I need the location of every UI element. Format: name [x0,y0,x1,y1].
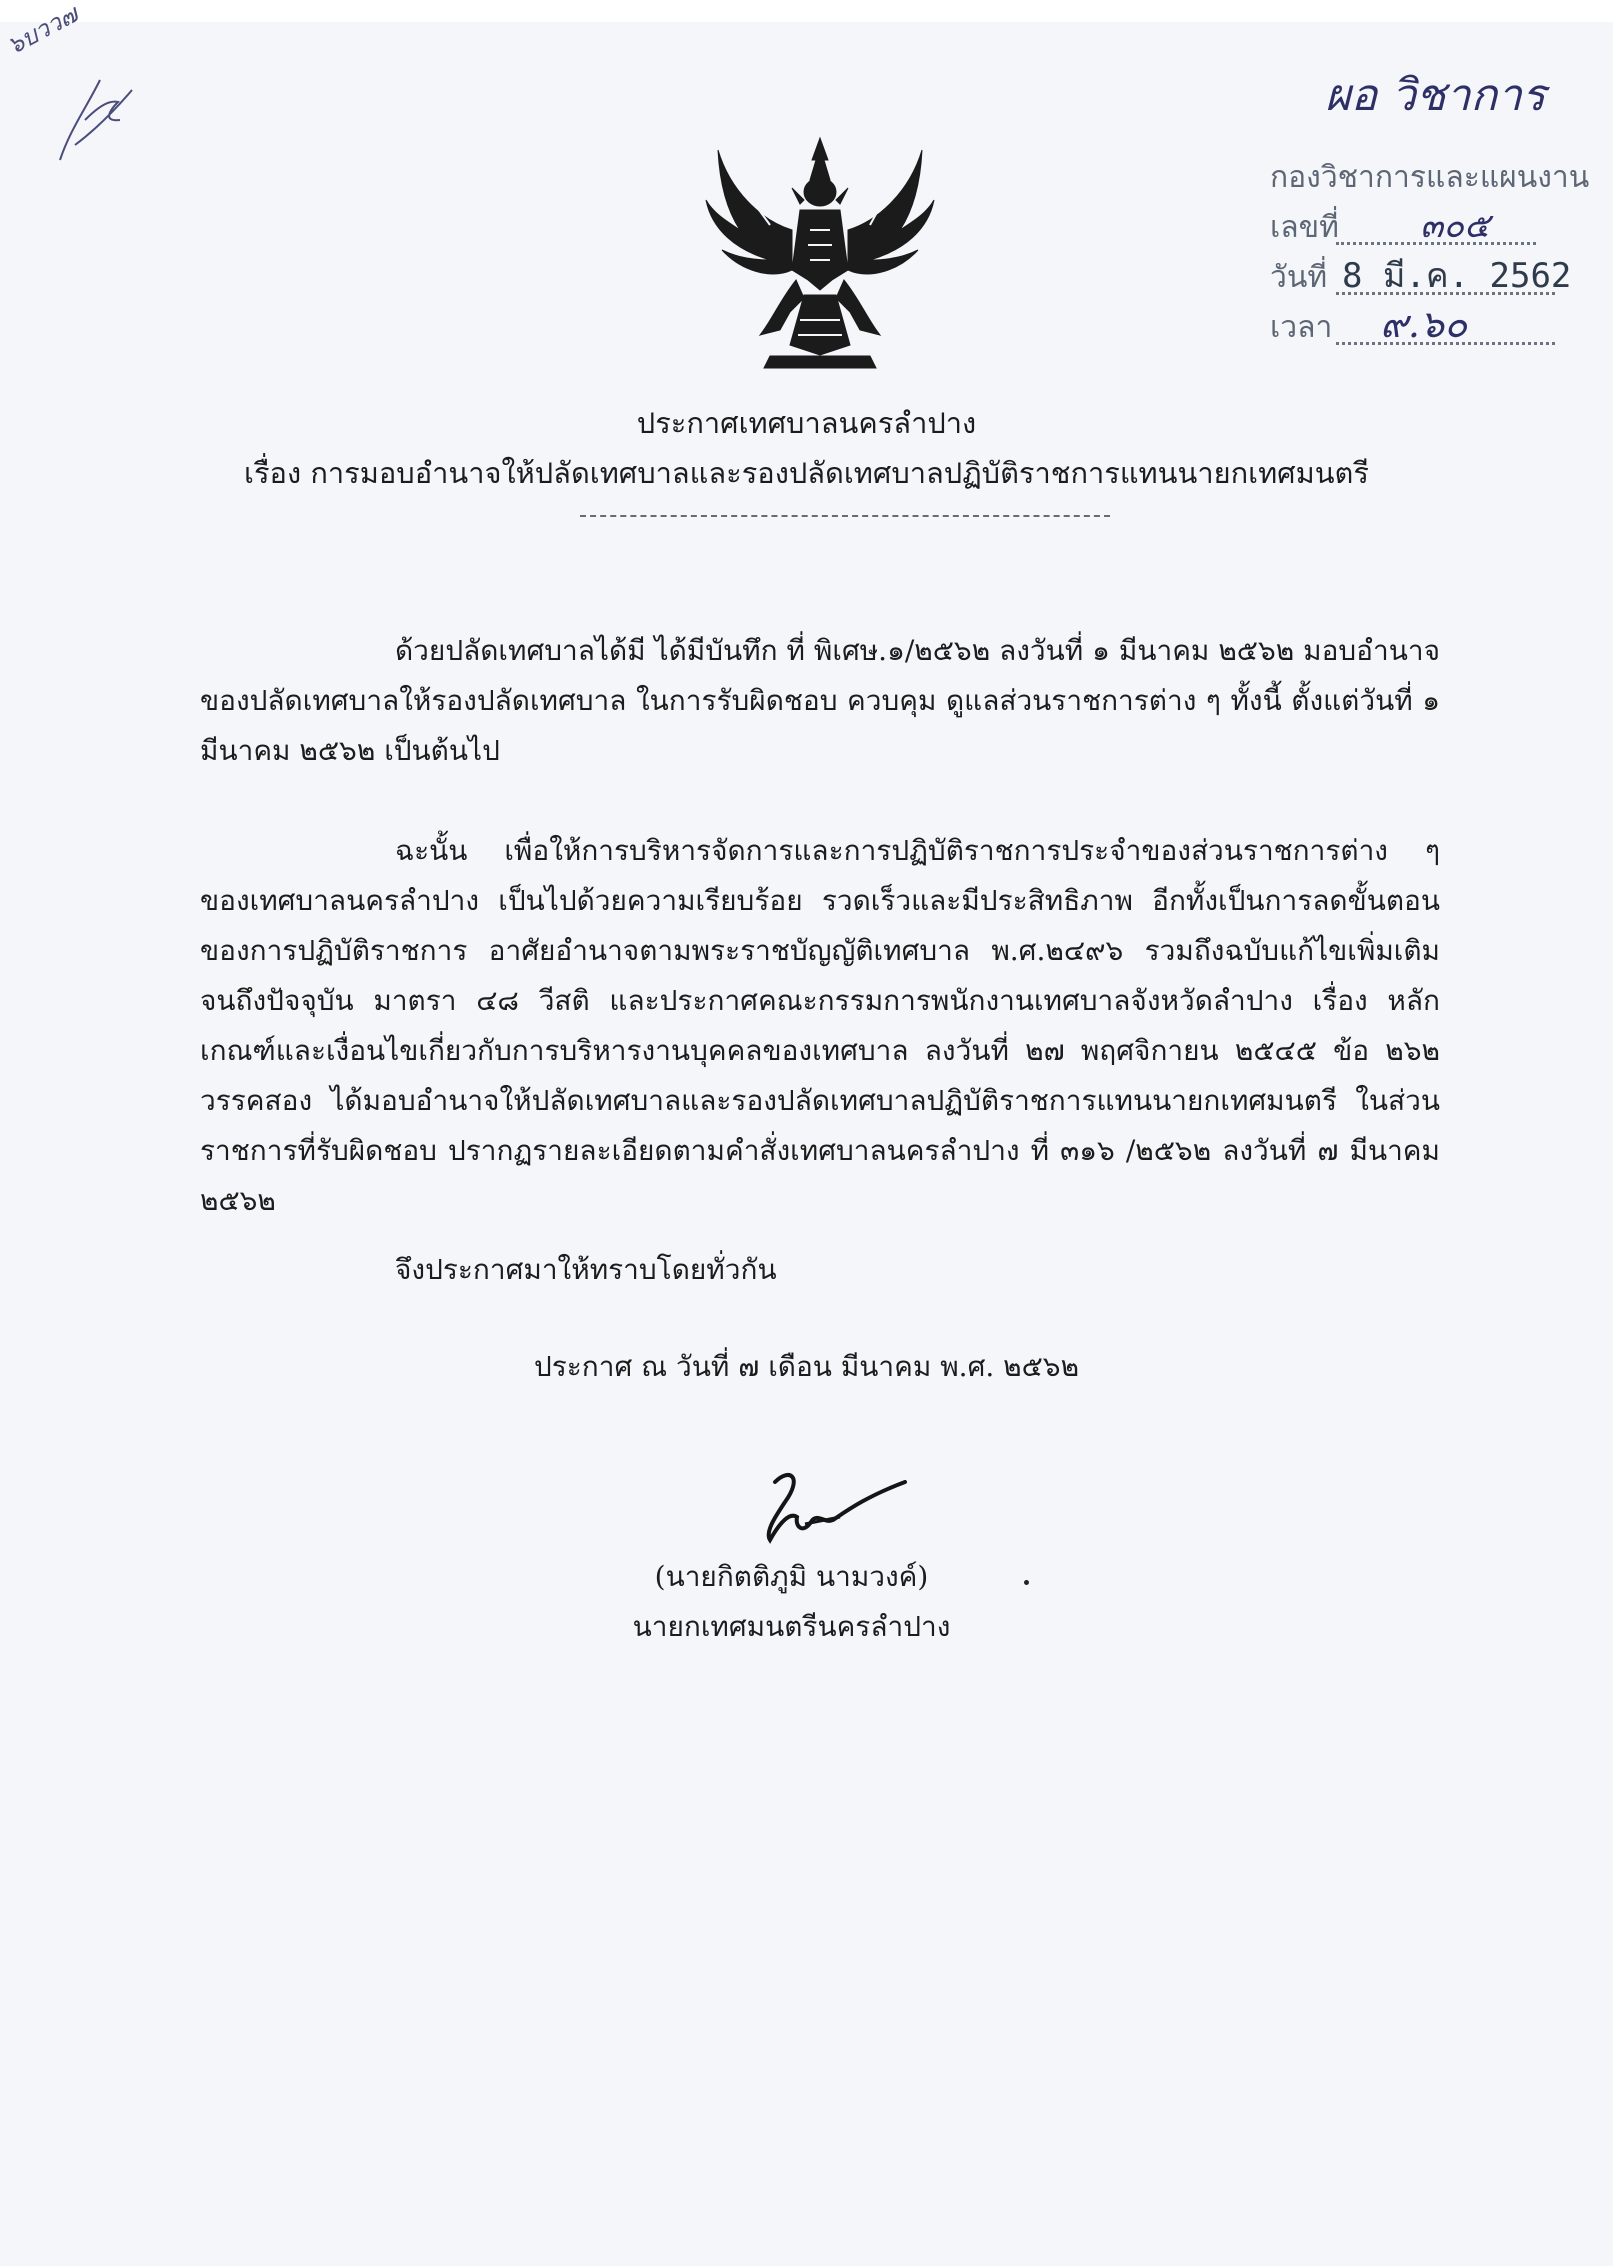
stamp-number-label: เลขที่ [1270,210,1339,245]
ink-dot [1024,1580,1029,1585]
stamp-date-value: 8 มี.ค. 2562 [1342,256,1572,296]
department-handwriting: ผอ วิชาการ [1325,70,1546,121]
announcement-title: ประกาศเทศบาลนครลำปาง [636,406,977,440]
stamp-department: กองวิชาการและแผนงาน [1270,160,1590,195]
stamp-number-value: ๓๐๕ [1420,206,1490,246]
signature-icon [745,1462,925,1552]
announcement-subject: เรื่อง การมอบอำนาจให้ปลัดเทศบาลและรองปลัดเทศบาลปฏิบัติราชการแทนนายกเทศมนตรี [244,456,1369,490]
corner-handwriting: ๖บวว๗ [2,0,83,61]
paragraph-1: ด้วยปลัดเทศบาลได้มี ได้มีบันทึก ที่ พิเศษ.๑/๒๕๖๒ ลงวันที่ ๑ มีนาคม ๒๕๖๒ มอบอำนาจของปลัดเทศบาลให้รองปลัดเทศบาล ในการรับผิดชอบ ควบคุม ดูแลส่วนราชการต่าง ๆ ทั้งนี้ ตั้งแต่วันที่ ๑ มีนาคม ๒๕๖๒ เป็นต้นไป [200,634,1440,767]
stamp-time-value: ๙.๖๐ [1380,302,1468,346]
title-divider [580,515,1110,517]
garuda-emblem-icon [700,130,940,380]
corner-initials-icon [40,50,140,170]
signatory-position: นายกเทศมนตรีนครลำปาง [632,1610,951,1643]
closing-statement: จึงประกาศมาให้ทราบโดยทั่วกัน [395,1253,777,1286]
stamp-date-label: วันที่ [1270,260,1328,295]
stamp-time-label: เวลา [1270,310,1333,345]
receipt-stamp [1270,155,1590,349]
signatory-name: (นายกิตติภูมิ นามวงค์) [654,1560,929,1593]
paragraph-2: ฉะนั้น เพื่อให้การบริหารจัดการและการปฏิบัติราชการประจำของส่วนราชการต่าง ๆ ของเทศบาลนครลำปาง เป็นไปด้วยความเรียบร้อย รวดเร็วและมีประสิทธิภาพ อีกทั้งเป็นการลดขั้นตอนของการปฏิบัติราชการ อาศัยอำนาจตามพระราชบัญญัติเทศบาล พ.ศ.๒๔๙๖ รวมถึงฉบับแก้ไขเพิ่มเติมจนถึงปัจจุบัน มาตรา ๔๘ วีสติ และประกาศคณะกรรมการพนักงานเทศบาลจังหวัดลำปาง เรื่อง หลักเกณฑ์และเงื่อนไขเกี่ยวกับการบริหารงานบุคคลของเทศบาล ลงวันที่ ๒๗ พฤศจิกายน ๒๕๔๕ ข้อ ๒๖๒ วรรคสอง ได้มอบอำนาจให้ปลัดเทศบาลและรองปลัดเทศบาลปฏิบัติราชการแทนนายกเทศมนตรี ในส่วนราชการที่รับผิดชอบ ปรากฏรายละเอียดตามคำสั่งเทศบาลนครลำปาง ที่ ๓๑๖ /๒๕๖๒ ลงวันที่ ๗ มีนาคม ๒๕๖๒ [200,834,1440,1217]
announcement-date: ประกาศ ณ วันที่ ๗ เดือน มีนาคม พ.ศ. ๒๕๖๒ [533,1350,1080,1383]
